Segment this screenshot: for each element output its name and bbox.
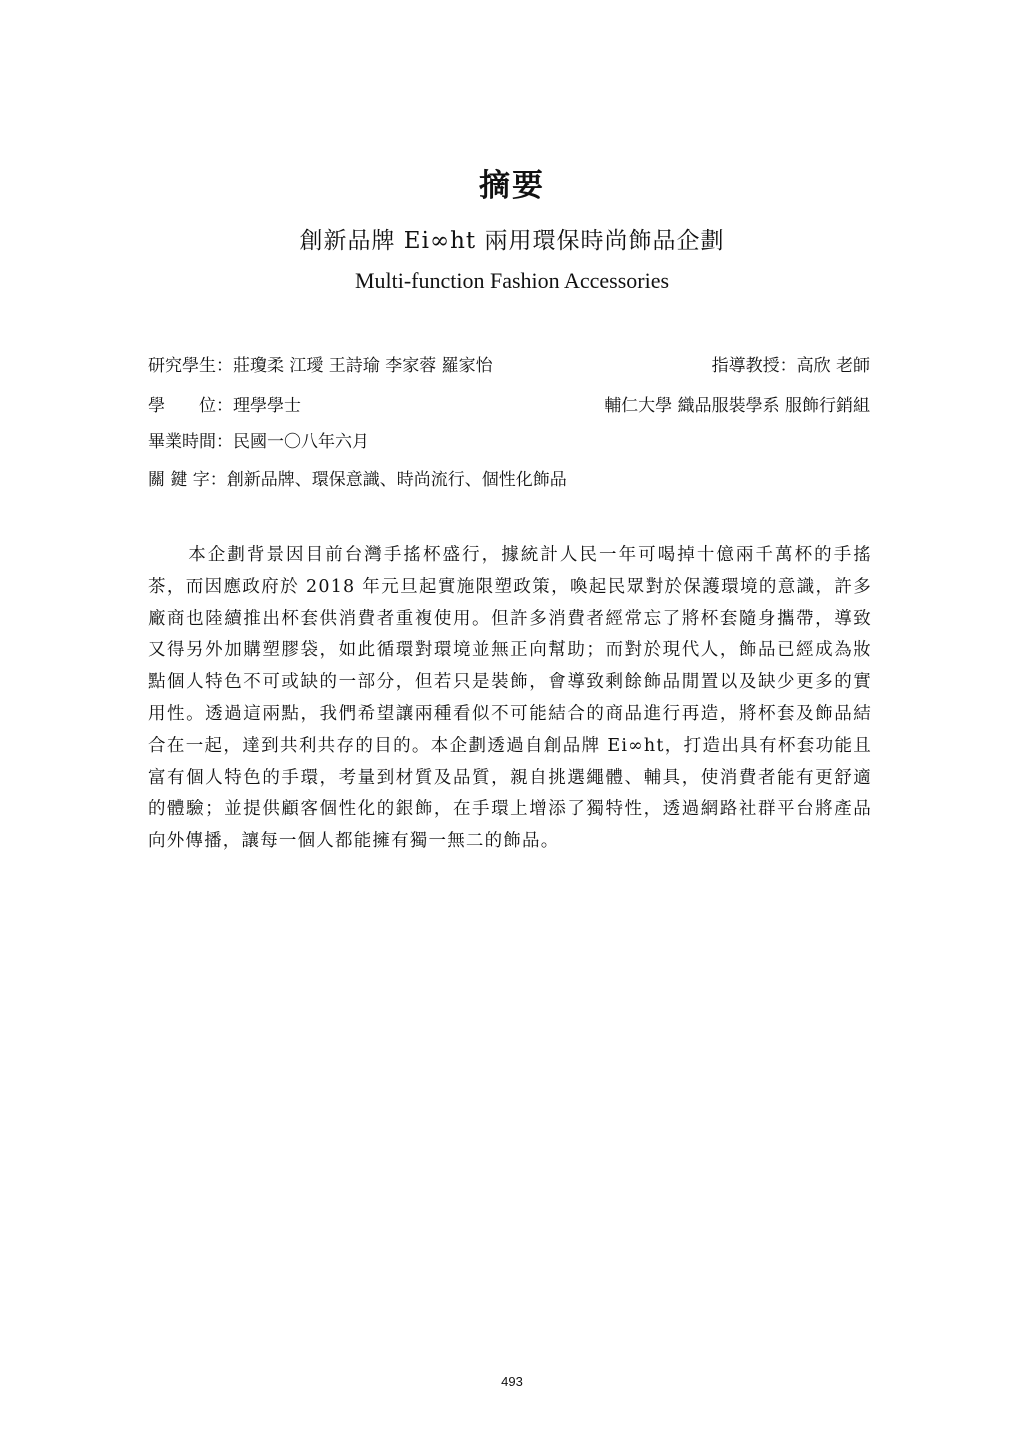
degree-field [148, 394, 301, 418]
title-chinese: 創新品牌 Ei∞ht 兩用環保時尚飾品企劃 [299, 228, 725, 254]
students-field [148, 354, 493, 378]
degree-label: 學 位： [148, 396, 233, 416]
abstract-heading: 摘要 [479, 168, 545, 204]
keywords-value: 創新品牌、環保意識、時尚流行、個性化飾品 [226, 470, 567, 490]
meta-row-keywords [148, 468, 870, 492]
students-value: 莊瓊柔 江璦 王詩瑜 李家蓉 羅家怡 [233, 356, 493, 376]
meta-row-graduation [148, 430, 870, 454]
advisor-value: 高欣 老師 [796, 356, 870, 376]
abstract-body: 本企劃背景因目前台灣手搖杯盛行，據統計人民一年可喝掉十億兩千萬杯的手搖茶，而因應政府於 2018 年元旦起實施限塑政策，喚起民眾對於保護環境的意識，許多廠商也陸續推出杯套供消費者重複使用。但許多消費者經常忘了將杯套隨身攜帶，導致又得另外加購塑膠袋，如此循環對環境並無正向幫助；而對於現代人，飾品已經成為妝點個人特色不可或缺的一部分，但若只是裝飾，會導致剩餘飾品閒置以及缺少更多的實用性。透過這兩點，我們希望讓兩種看似不可能結合的商品進行再造，將杯套及飾品結合在一起，達到共利共存的目的。本企劃透過自創品牌 Ei∞ht，打造出具有杯套功能且富有個人特色的手環，考量到材質及品質，親自挑選繩體、輔具，使消費者能有更舒適的體驗；並提供顧客個性化的銀飾，在手環上增添了獨特性，透過網路社群平台將產品向外傳播，讓每一個人都能擁有獨一無二的飾品。 [148, 545, 872, 852]
graduation-value: 民國一〇八年六月 [233, 432, 369, 452]
keywords-field [148, 468, 567, 492]
keywords-label: 關 鍵 字： [148, 470, 227, 490]
meta-row-students [148, 354, 870, 378]
page-number: 493 [501, 1374, 523, 1389]
students-label: 研究學生： [148, 356, 233, 376]
advisor-label: 指導教授： [711, 356, 797, 376]
graduation-label: 畢業時間： [148, 432, 233, 452]
title-english: Multi-function Fashion Accessories [354, 268, 670, 293]
degree-value: 理學學士 [233, 396, 301, 416]
meta-row-degree [148, 394, 870, 418]
graduation-field [148, 430, 369, 454]
institution-value: 輔仁大學 織品服裝學系 服飾行銷組 [604, 396, 870, 416]
advisor-field [712, 354, 870, 378]
